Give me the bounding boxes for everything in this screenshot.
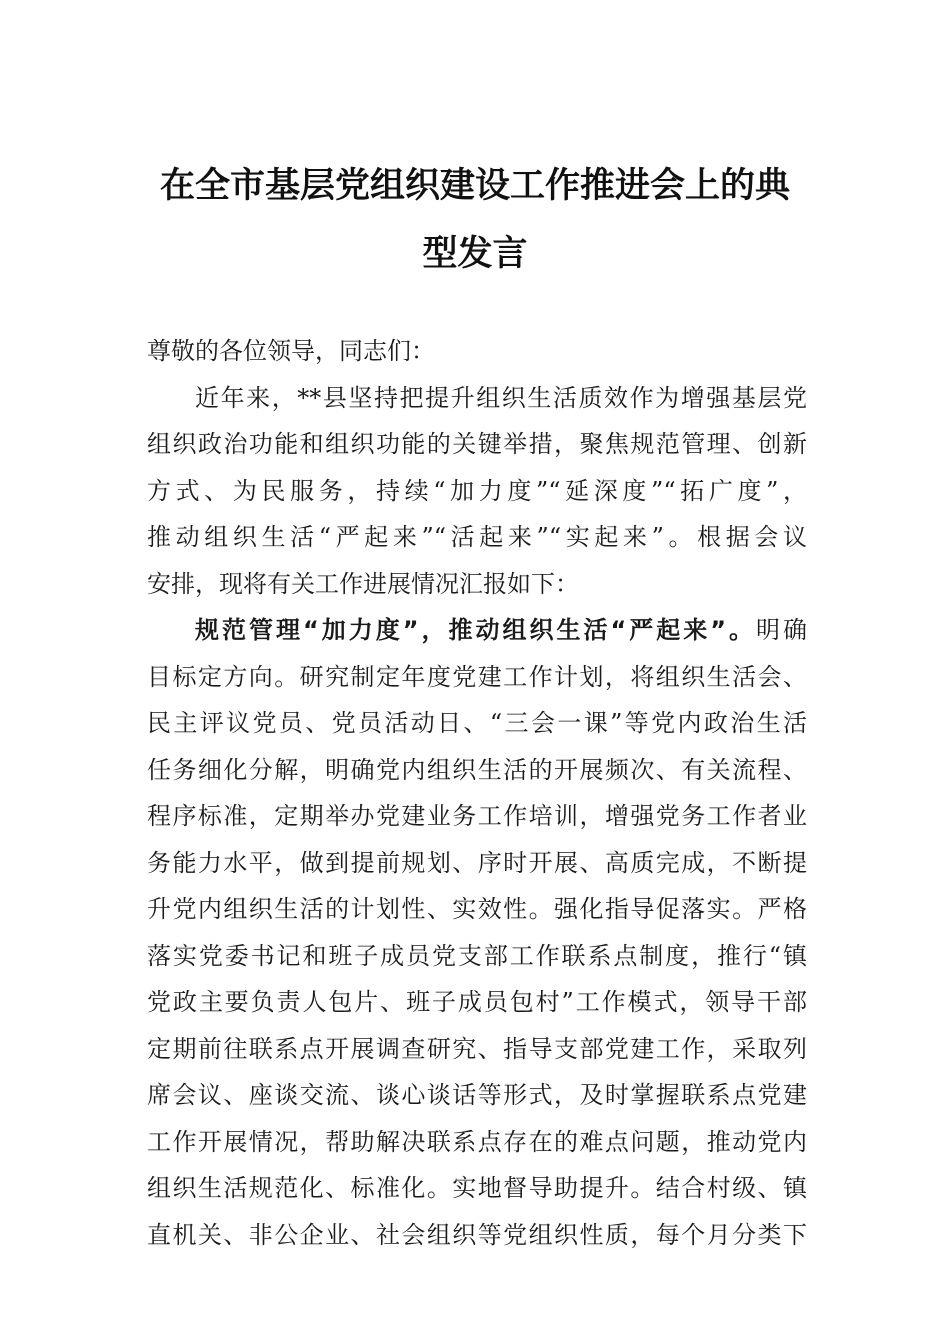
intro-line: 推动组织生活“严起来”“活起来”“实起来”。根据会议 (147, 523, 807, 551)
section-1-first-line-rest: 明确 (756, 616, 807, 644)
section-1-line: 直机关、非公企业、社会组织等党组织性质，每个月分类下 (147, 1220, 807, 1249)
section-1-line: 工作开展情况，帮助解决联系点存在的难点问题，推动党内 (147, 1127, 807, 1156)
section-1-line: 程序标准，定期举办党建业务工作培训，增强党务工作者业 (147, 802, 807, 830)
document-title-line-2: 型发言 (422, 233, 528, 274)
section-1-first-line (147, 607, 807, 654)
section-1-line: 落实党委书记和班子成员党支部工作联系点制度，推行“镇 (147, 941, 807, 970)
intro-line: 方式、为民服务，持续“加力度”“延深度”“拓广度”， (147, 476, 807, 505)
document-body (147, 328, 807, 1258)
section-1-line: 升党内组织生活的计划性、实效性。强化指导促落实。严格 (147, 895, 807, 923)
section-1-heading: 规范管理“加力度”，推动组织生活“严起来”。 (195, 616, 757, 644)
intro-line: 安排，现将有关工作进展情况汇报如下： (147, 569, 579, 598)
salutation: 尊敬的各位领导，同志们： (147, 337, 435, 365)
section-1-line: 党政主要负责人包片、班子成员包村”工作模式，领导干部 (147, 988, 807, 1016)
section-1-line: 务能力水平，做到提前规划、序时开展、高质完成，不断提 (147, 848, 807, 877)
section-1-line: 任务细化分解，明确党内组织生活的开展频次、有关流程、 (147, 755, 807, 784)
intro-line: 组织政治功能和组织功能的关键举措，聚焦规范管理、创新 (147, 430, 807, 458)
section-1-line: 席会议、座谈交流、谈心谈话等形式，及时掌握联系点党建 (147, 1081, 807, 1109)
document-title-line-1: 在全市基层党组织建设工作推进会上的典 (159, 165, 790, 206)
section-1-line: 定期前往联系点开展调查研究、指导支部党建工作，采取列 (147, 1034, 807, 1063)
section-1-line: 组织生活规范化、标准化。实地督导助提升。结合村级、镇 (147, 1174, 807, 1202)
section-1-line: 民主评议党员、党员活动日、“三会一课”等党内政治生活 (147, 709, 807, 737)
section-1-line: 目标定方向。研究制定年度党建工作计划，将组织生活会、 (147, 662, 807, 691)
intro-line: 近年来，**县坚持把提升组织生活质效作为增强基层党 (195, 383, 807, 412)
